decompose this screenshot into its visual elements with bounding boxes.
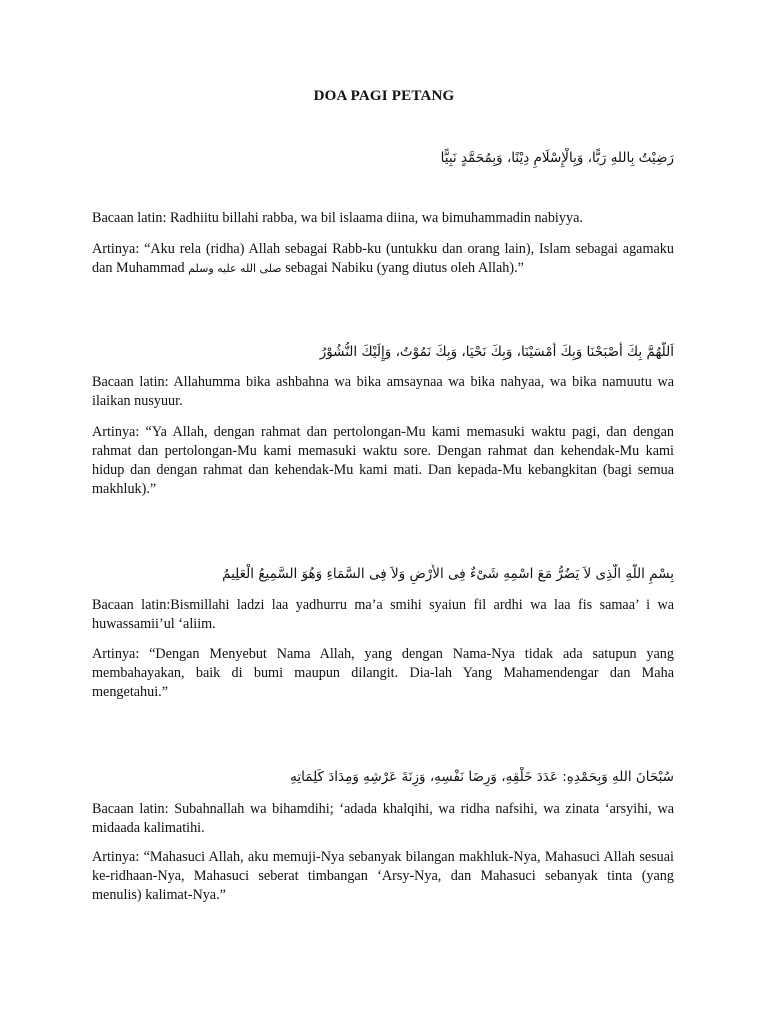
document-title: DOA PAGI PETANG (313, 88, 455, 104)
dua-1-meaning-arabic: صلى الله عليه وسلم (188, 262, 282, 275)
dua-2-meaning: Artinya: “Ya Allah, dengan rahmat dan pertolongan-Mu kami memasuki waktu pagi, dan dengan rahmat dan pertolongan-Mu kami memasuki waktu sore. Dengan rahmat dan kehendak-Mu kami hidup dan dengan rahmat dan kehendak-Mu kami mati. Dan kepada-Mu kebangkitan (bagi semua makhluk).” (92, 424, 674, 497)
dua-2-latin: Bacaan latin: Allahumma bika ashbahna wa bika amsaynaa wa bika nahyaa, wa bika namuutu wa ilaikan nusyuur. (92, 374, 674, 409)
dua-3-arabic: بِسْمِ اللَّهِ الَّذِى لاَ يَضُرُّ مَعَ اسْمِهِ شَىْءٌ فِى الأَرْضِ وَلاَ فِى السَّمَاءِ وَهُوَ السَّمِيعُ الْعَلِيمُ (222, 566, 674, 582)
dua-1-meaning-text: Artinya: “Aku rela (ridha) Allah sebagai Rabb-ku (untukku dan orang lain), Islam sebagai agamaku dan Muhammad (92, 241, 674, 276)
dua-1-latin: Bacaan latin: Radhiitu billahi rabba, wa bil islaama diina, wa bimuhammadin nabiyya. (92, 210, 583, 226)
dua-1-meaning-text-end: sebagai Nabiku (yang diutus oleh Allah).” (281, 260, 524, 276)
dua-2-arabic: اَللَّهُمَّ بِكَ أَصْبَحْنَا وَبِكَ أَمْسَيْنَا، وَبِكَ نَحْيَا، وَبِكَ نَمُوْتُ، وَإِلَيْكَ النُّشُوْرُ (319, 344, 674, 360)
dua-4-latin: Bacaan latin: Subahnallah wa bihamdihi; ‘adada khalqihi, wa ridha nafsihi, wa zinata ‘arsyihi, wa midaada kalimatihi. (92, 801, 674, 836)
dua-1-arabic: رَضِيْتُ بِاللهِ رَبًّا، وَبِالْإِسْلَامِ دِيْنًا، وَبِمُحَمَّدٍ نَبِيًّا (440, 150, 674, 166)
dua-1-meaning (92, 240, 674, 278)
dua-4-arabic: سُبْحَانَ اللهِ وَبِحَمْدِهِ: عَدَدَ خَلْقِهِ، وَرِضَا نَفْسِهِ، وَزِنَةَ عَرْشِهِ وَمِدَادَ كَلِمَاتِهِ (290, 769, 674, 785)
dua-4-meaning: Artinya: “Mahasuci Allah, aku memuji-Nya sebanyak bilangan makhluk-Nya, Mahasuci Allah sesuai ke-ridhaan-Nya, Mahasuci seberat timbangan ‘Arsy-Nya, dan Mahasuci sebanyak tinta (yang menulis) kalimat-Nya.” (92, 849, 674, 903)
dua-3-meaning: Artinya: “Dengan Menyebut Nama Allah, yang dengan Nama-Nya tidak ada satupun yang membahayakan, baik di bumi maupun dilangit. Dia-lah Yang Mahamendengar dan Maha mengetahui.” (92, 646, 674, 700)
dua-3-latin: Bacaan latin:Bismillahi ladzi laa yadhurru ma’a smihi syaiun fil ardhi wa laa fis samaa’ i wa huwassamii’ul ‘aliim. (92, 597, 674, 632)
